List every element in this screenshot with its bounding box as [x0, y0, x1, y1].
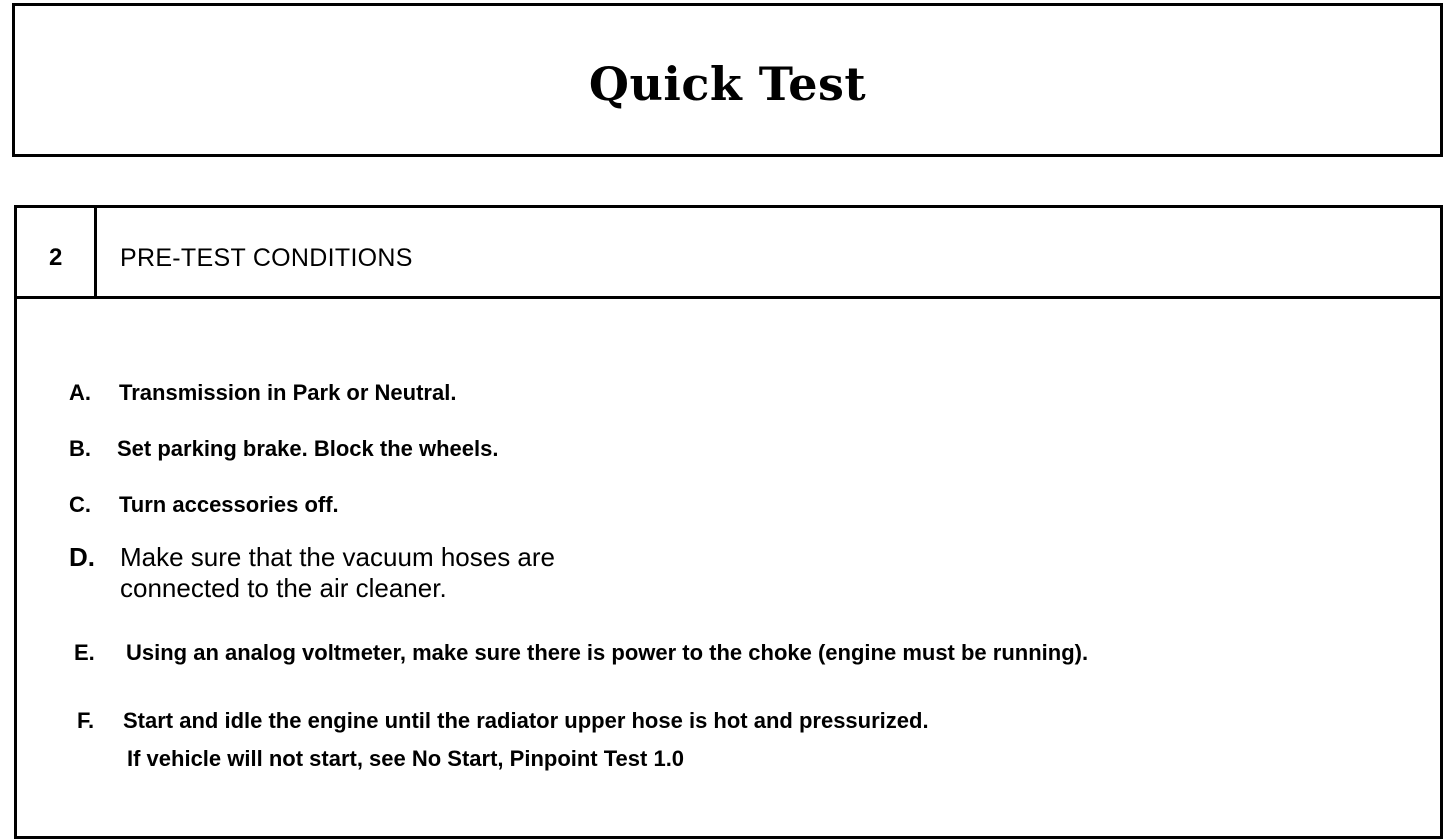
item-text [120, 542, 555, 604]
item-text-line: Transmission in Park or Neutral. [119, 380, 457, 405]
step-number: 2 [49, 244, 63, 271]
item-text-line: If vehicle will not start, see No Start, Pinpoint Test 1.0 [127, 746, 685, 771]
item-letter: F. [77, 708, 95, 733]
section-header [17, 208, 1440, 299]
item-letter: B. [69, 436, 91, 461]
item-letter: E. [74, 640, 95, 665]
item-text-line: Using an analog voltmeter, make sure there is power to the choke (engine must be running). [126, 640, 1089, 665]
item-text [119, 380, 456, 406]
item-text [126, 640, 1088, 666]
item-letter: A. [69, 380, 91, 405]
page-title: Quick Test [588, 57, 867, 111]
pre-test-conditions-section [14, 205, 1443, 839]
item-text-line: connected to the air cleaner. [120, 573, 447, 603]
section-title: PRE-TEST CONDITIONS [120, 244, 413, 272]
item-text-line: Start and idle the engine until the radiator upper hose is hot and pressurized. [123, 708, 929, 733]
item-letter: D. [69, 542, 95, 572]
step-number-cell [17, 208, 97, 296]
item-text [119, 492, 339, 518]
item-letter: C. [69, 492, 91, 517]
item-text [117, 436, 498, 462]
title-box [12, 3, 1443, 157]
item-text-line: Set parking brake. Block the wheels. [117, 436, 499, 461]
item-text-line: Make sure that the vacuum hoses are [120, 542, 556, 572]
item-text [123, 708, 929, 772]
item-text-line: Turn accessories off. [119, 492, 339, 517]
